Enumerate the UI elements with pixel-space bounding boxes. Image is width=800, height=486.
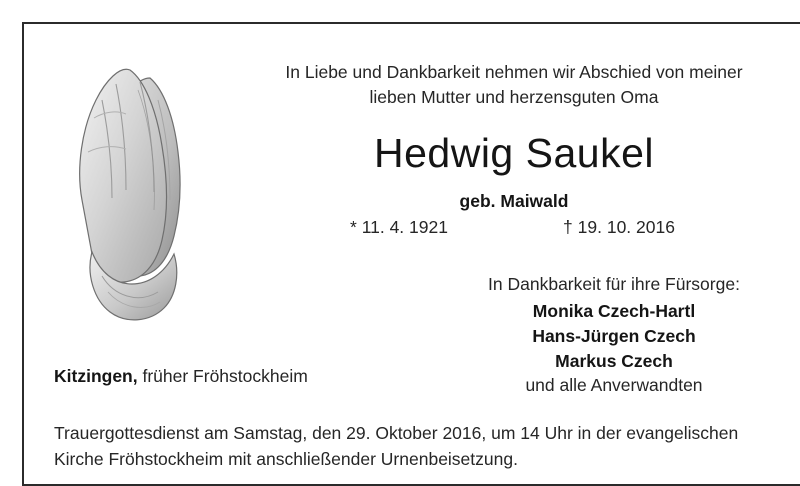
- praying-hands-icon: [52, 60, 242, 330]
- service-line-2: Kirche Fröhstockheim mit anschließender Urnenbeisetzung.: [54, 449, 518, 470]
- mourner-name: Hans-Jürgen Czech: [532, 325, 696, 346]
- deceased-name: Hedwig Saukel: [374, 130, 654, 176]
- town-line: [54, 366, 308, 387]
- service-details: [54, 420, 772, 473]
- intro-line-1: In Liebe und Dankbarkeit nehmen wir Abschied von meiner: [285, 62, 743, 82]
- service-line-1: Trauergottesdienst am Samstag, den 29. Oktober 2016, um 14 Uhr in der evangelischen: [54, 423, 739, 443]
- mourners-block: [454, 272, 774, 398]
- notice-frame: [22, 22, 800, 486]
- town-suffix: früher Fröhstockheim: [137, 366, 308, 386]
- life-dates: [254, 217, 774, 238]
- mourner-name: Monika Czech-Hartl: [532, 300, 696, 321]
- intro-line-2: lieben Mutter und herzensguten Oma: [369, 87, 659, 108]
- birth-date: * 11. 4. 1921: [350, 217, 448, 237]
- maiden-name: geb. Maiwald: [459, 191, 569, 211]
- intro-text: [254, 60, 774, 111]
- town-name: Kitzingen,: [54, 366, 138, 386]
- thanks-lead: In Dankbarkeit für ihre Fürsorge:: [488, 274, 740, 294]
- relatives-line: und alle Anverwandten: [525, 375, 703, 396]
- death-date: † 19. 10. 2016: [563, 217, 675, 237]
- mourner-name: Markus Czech: [555, 350, 673, 371]
